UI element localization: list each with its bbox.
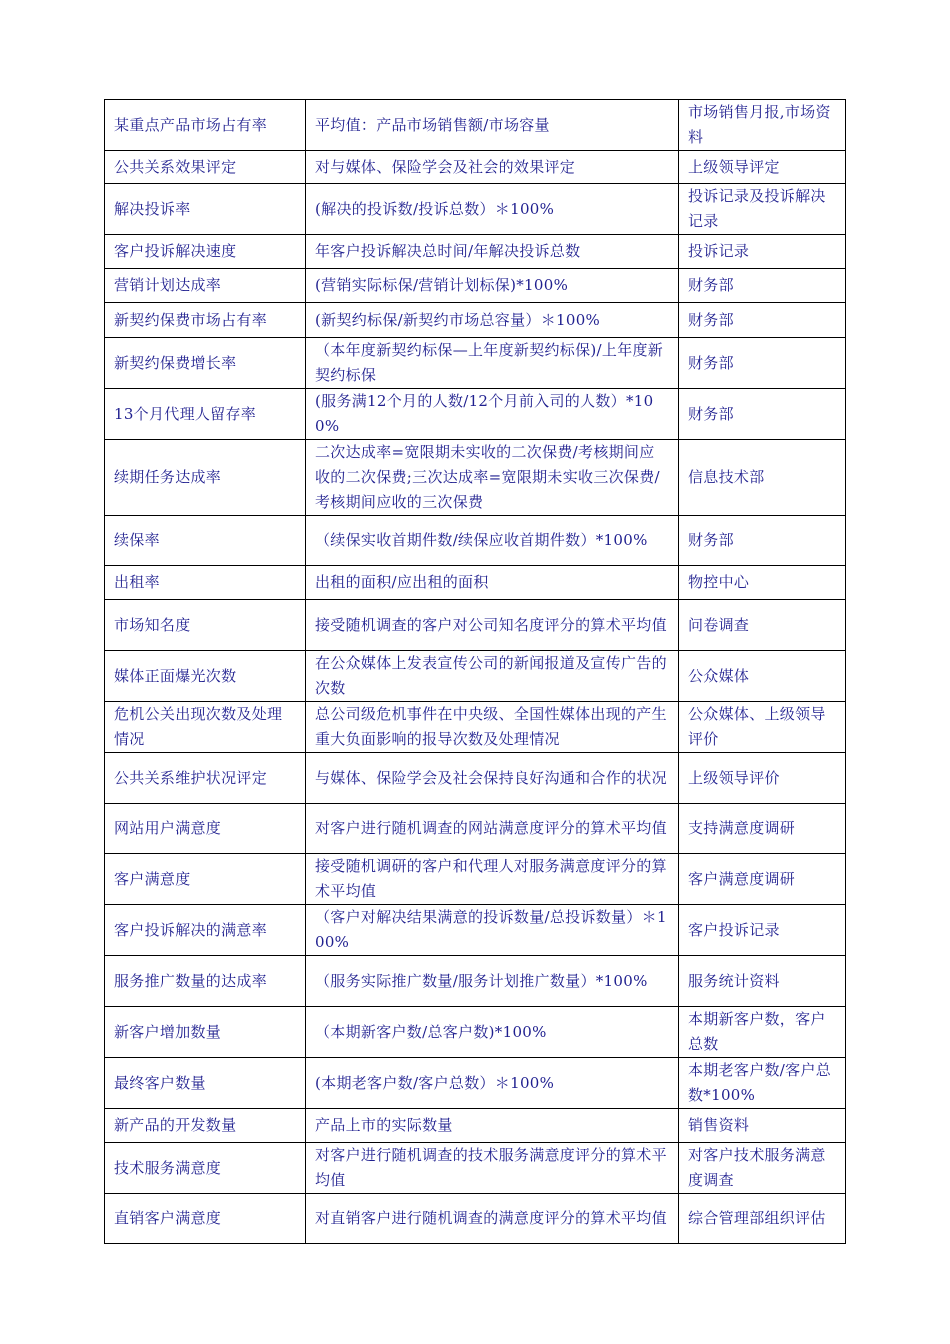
table-row (105, 956, 846, 1007)
table-row (105, 854, 846, 905)
formula-cell: 年客户投诉解决总时间/年解决投诉总数 (306, 235, 679, 269)
source-cell: 财务部 (679, 516, 846, 566)
indicator-cell: 最终客户数量 (105, 1058, 306, 1109)
formula-cell: 在公众媒体上发表宣传公司的新闻报道及宣传广告的次数 (306, 651, 679, 702)
formula-cell: 总公司级危机事件在中央级、全国性媒体出现的产生重大负面影响的报导次数及处理情况 (306, 702, 679, 753)
indicator-cell: 危机公关出现次数及处理情况 (105, 702, 306, 753)
formula-cell: 对客户进行随机调查的技术服务满意度评分的算术平均值 (306, 1143, 679, 1194)
indicator-cell: 新契约保费市场占有率 (105, 303, 306, 338)
formula-cell: (服务满12个月的人数/12个月前入司的人数）*100% (306, 389, 679, 440)
indicator-cell: 续期任务达成率 (105, 440, 306, 516)
source-cell: 对客户技术服务满意度调查 (679, 1143, 846, 1194)
indicator-cell: 新契约保费增长率 (105, 338, 306, 389)
indicator-cell: 客户投诉解决速度 (105, 235, 306, 269)
source-cell: 本期新客户数，客户总数 (679, 1007, 846, 1058)
table-row (105, 1007, 846, 1058)
source-cell: 支持满意度调研 (679, 804, 846, 854)
formula-cell: 二次达成率=宽限期未实收的二次保费/考核期间应收的二次保费;三次达成率=宽限期未实收三次保费/考核期间应收的三次保费 (306, 440, 679, 516)
table-row (105, 151, 846, 184)
source-cell: 信息技术部 (679, 440, 846, 516)
indicator-cell: 新客户增加数量 (105, 1007, 306, 1058)
source-cell: 上级领导评定 (679, 151, 846, 184)
indicator-cell: 某重点产品市场占有率 (105, 100, 306, 151)
indicator-cell: 服务推广数量的达成率 (105, 956, 306, 1007)
source-cell: 财务部 (679, 303, 846, 338)
indicator-cell: 网站用户满意度 (105, 804, 306, 854)
indicator-cell: 技术服务满意度 (105, 1143, 306, 1194)
table-row (105, 804, 846, 854)
table-row (105, 303, 846, 338)
indicator-cell: 客户满意度 (105, 854, 306, 905)
source-cell: 综合管理部组织评估 (679, 1194, 846, 1244)
indicator-cell: 媒体正面爆光次数 (105, 651, 306, 702)
formula-cell: 对与媒体、保险学会及社会的效果评定 (306, 151, 679, 184)
formula-cell: （本年度新契约标保—上年度新契约标保)/上年度新契约标保 (306, 338, 679, 389)
source-cell: 本期老客户数/客户总数*100% (679, 1058, 846, 1109)
table-row (105, 269, 846, 303)
indicator-cell: 公共关系效果评定 (105, 151, 306, 184)
table-row (105, 440, 846, 516)
table-row (105, 1194, 846, 1244)
indicator-cell: 出租率 (105, 566, 306, 600)
table-row (105, 702, 846, 753)
indicator-cell: 直销客户满意度 (105, 1194, 306, 1244)
formula-cell: (新契约标保/新契约市场总容量）＊100% (306, 303, 679, 338)
source-cell: 投诉记录 (679, 235, 846, 269)
formula-cell: 出租的面积/应出租的面积 (306, 566, 679, 600)
formula-cell: (营销实际标保/营销计划标保)*100% (306, 269, 679, 303)
formula-cell: （服务实际推广数量/服务计划推广数量）*100% (306, 956, 679, 1007)
formula-cell: (本期老客户数/客户总数）＊100% (306, 1058, 679, 1109)
table-row (105, 389, 846, 440)
source-cell: 上级领导评价 (679, 753, 846, 804)
table-row (105, 651, 846, 702)
indicator-cell: 公共关系维护状况评定 (105, 753, 306, 804)
indicator-cell: 13个月代理人留存率 (105, 389, 306, 440)
source-cell: 市场销售月报,市场资料 (679, 100, 846, 151)
table-row (105, 566, 846, 600)
source-cell: 公众媒体 (679, 651, 846, 702)
indicator-cell: 客户投诉解决的满意率 (105, 905, 306, 956)
table-row (105, 100, 846, 151)
formula-cell: 接受随机调研的客户和代理人对服务满意度评分的算术平均值 (306, 854, 679, 905)
table-row (105, 338, 846, 389)
table-row (105, 905, 846, 956)
table-row (105, 1109, 846, 1143)
table-row (105, 516, 846, 566)
kpi-table-body (105, 100, 846, 1244)
formula-cell: 对直销客户进行随机调查的满意度评分的算术平均值 (306, 1194, 679, 1244)
formula-cell: 与媒体、保险学会及社会保持良好沟通和合作的状况 (306, 753, 679, 804)
source-cell: 财务部 (679, 338, 846, 389)
formula-cell: （本期新客户数/总客户数)*100% (306, 1007, 679, 1058)
source-cell: 客户投诉记录 (679, 905, 846, 956)
table-row (105, 235, 846, 269)
table-row (105, 1058, 846, 1109)
indicator-cell: 市场知名度 (105, 600, 306, 651)
indicator-cell: 营销计划达成率 (105, 269, 306, 303)
table-row (105, 184, 846, 235)
formula-cell: 接受随机调查的客户对公司知名度评分的算术平均值 (306, 600, 679, 651)
source-cell: 投诉记录及投诉解决记录 (679, 184, 846, 235)
formula-cell: (解决的投诉数/投诉总数）＊100% (306, 184, 679, 235)
table-row (105, 600, 846, 651)
source-cell: 问卷调查 (679, 600, 846, 651)
indicator-cell: 解决投诉率 (105, 184, 306, 235)
table-row (105, 1143, 846, 1194)
indicator-cell: 续保率 (105, 516, 306, 566)
table-row (105, 753, 846, 804)
kpi-table (104, 99, 846, 1244)
source-cell: 财务部 (679, 269, 846, 303)
source-cell: 客户满意度调研 (679, 854, 846, 905)
source-cell: 财务部 (679, 389, 846, 440)
formula-cell: （续保实收首期件数/续保应收首期件数）*100% (306, 516, 679, 566)
formula-cell: 产品上市的实际数量 (306, 1109, 679, 1143)
source-cell: 服务统计资料 (679, 956, 846, 1007)
source-cell: 物控中心 (679, 566, 846, 600)
indicator-cell: 新产品的开发数量 (105, 1109, 306, 1143)
formula-cell: 平均值：产品市场销售额/市场容量 (306, 100, 679, 151)
formula-cell: （客户对解决结果满意的投诉数量/总投诉数量）＊100% (306, 905, 679, 956)
formula-cell: 对客户进行随机调查的网站满意度评分的算术平均值 (306, 804, 679, 854)
source-cell: 销售资料 (679, 1109, 846, 1143)
source-cell: 公众媒体、上级领导评价 (679, 702, 846, 753)
